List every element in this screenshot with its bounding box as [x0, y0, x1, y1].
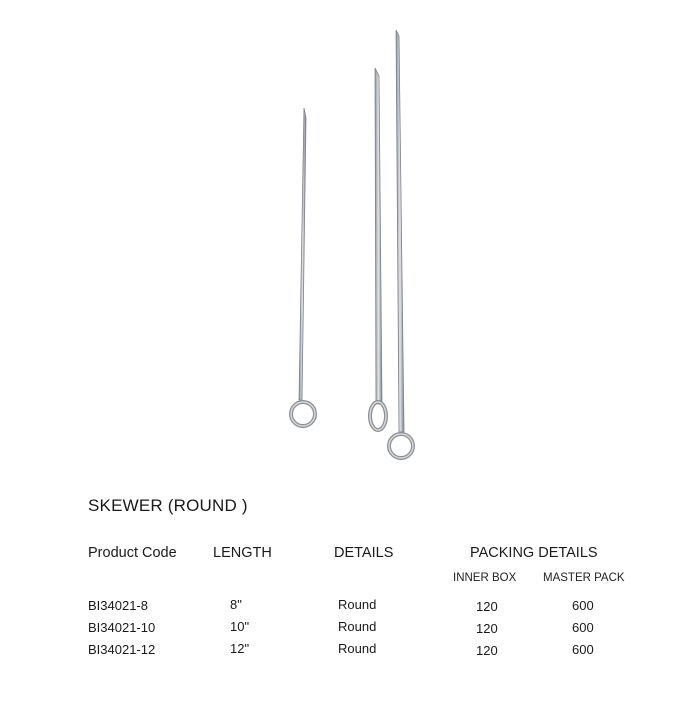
row-1-master-pack: 600	[572, 598, 594, 613]
skewer-12-inch-image	[389, 30, 413, 458]
row-3-details: Round	[338, 641, 377, 656]
row-2-length: 10"	[230, 619, 250, 634]
header-packing-details: PACKING DETAILS	[470, 545, 598, 561]
row-1-inner-box: 120	[476, 599, 498, 614]
row-1-details: Round	[338, 597, 377, 612]
skewer-10-inch-image	[370, 68, 386, 430]
skewer-8-inch-image	[291, 108, 315, 426]
header-length: LENGTH	[213, 545, 272, 561]
row-1-length: 8"	[230, 597, 242, 612]
row-1-code: BI34021-8	[88, 598, 148, 613]
header-product-code: Product Code	[88, 545, 177, 561]
product-title: SKEWER (ROUND )	[88, 496, 248, 515]
row-2-inner-box: 120	[476, 621, 498, 636]
row-3-inner-box: 120	[476, 643, 498, 658]
row-2-code: BI34021-10	[88, 620, 156, 635]
row-2-master-pack: 600	[572, 620, 594, 635]
row-3-length: 12"	[230, 641, 250, 656]
row-3-code: BI34021-12	[88, 642, 156, 657]
header-details: DETAILS	[334, 545, 394, 561]
row-2-details: Round	[338, 619, 377, 634]
header-inner-box: INNER BOX	[453, 572, 517, 584]
row-3-master-pack: 600	[572, 642, 594, 657]
header-master-pack: MASTER PACK	[543, 572, 625, 584]
